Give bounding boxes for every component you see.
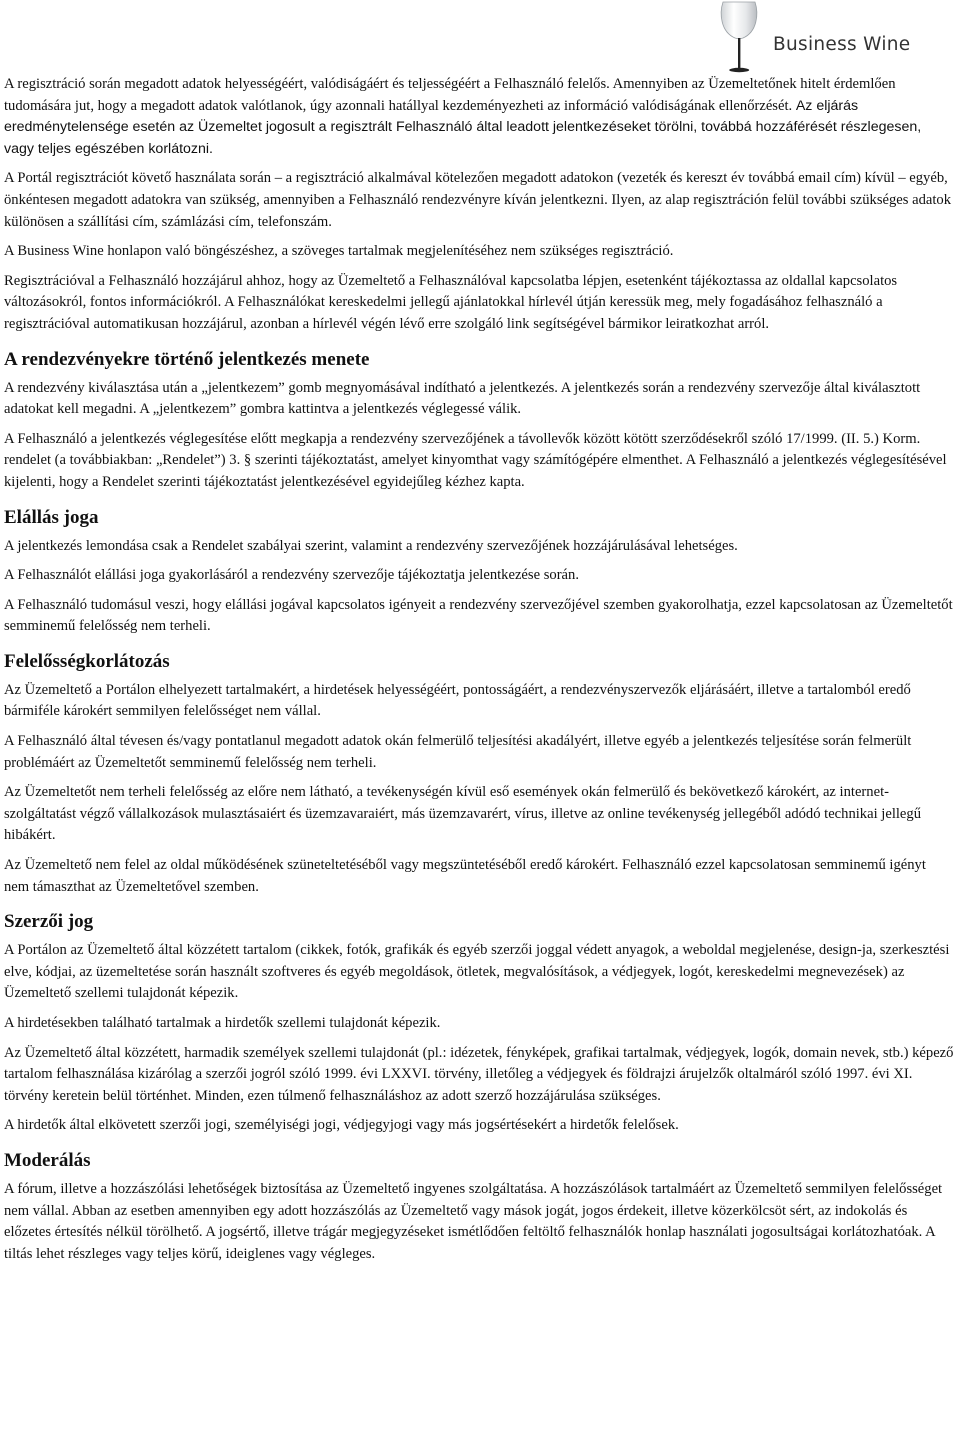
paragraph-liability-events: Az Üzemeltetőt nem terheli felelősség az előre nem látható, a tevékenységén kívül eső események okán felmerülő és bekövetkező károkért, az internet-szolgáltatást végző vállalkozások mulasztásaiért és üzemzavaraiért, más üzemzavarért, vírus, illetve az online tevékenység jellegéből adódó technikai jellegű hibákért. [4,784,921,844]
paragraph-liability-data: A Felhasználó által tévesen és/vagy pontatlanul megadott adatok okán felmerülő teljesítési akadályért, illetve egyéb a jelentkezés teljesítése során felmerült problémáért az Üzemeltetőt semminemű felelősség nem terheli. [4,733,912,771]
paragraph-liability-content: Az Üzemeltető a Portálon elhelyezett tartalmakért, a hirdetések helyességéért, pontosságáért, a rendezvényszervezők eljárásáért, illetve a tartalomból eredő bármiféle károkért semmilyen felelősséget nem vállal. [4,681,911,720]
paragraph-portal-usage: A Portál regisztrációt követő használata során – a regisztráció alkalmával kötelezően megadott adatokon (vezeték és kereszt év továbbá email cím) kívül – egyéb, önkéntesen megadott adatokra van szükség, amennyiben a Felhasználó rendezvényre kíván jelentkezni. Ilyen, az alap regisztráción felül további szükséges adatok különösen a szállítási cím, számlázási cím, telefonszám. [4,170,952,230]
paragraph-registration-consequence: Az eljárás eredménytelensége esetén az Üzemeltet jogosult a regisztrált Felhasználó által leadott jelentkezéseket törölni, továbbá hozzáférését részlegesen, vagy teljes egészében korlátozni. [4,97,922,157]
business-wine-logo[interactable] [713,0,948,76]
heading-moderation: Moderálás [4,1149,91,1171]
paragraph-withdrawal-rules: A jelentkezés lemondása csak a Rendelet szabályai szerint, valamint a rendezvény szervezőjének hozzájárulásával lehetséges. [4,537,738,554]
heading-copyright: Szerzői jog [4,911,94,933]
paragraph-browsing: A Business Wine honlapon való böngészéshez, a szöveges tartalmak megjelenítéséhez nem szükséges regisztráció. [4,243,674,260]
paragraph-event-information: A Felhasználó a jelentkezés véglegesítése előtt megkapja a rendezvény szervezőjének a távollevők között kötött szerződésekről szóló 17/1999. (II. 5.) Korm. rendelet (a továbbiakban: „Rendelet”) 3. § szerinti tájékoztatást, amelyet kinyomthat vagy számítógépére elmenthet. A Felhasználó a jelentkezés véglegesítésével kijelenti, hogy a Rendelet szerinti tájékoztatást jelentkezésével egyidejűleg kézhez kapta. [4,430,947,490]
heading-liability: Felelősségkorlátozás [4,650,170,672]
logo-text: Business Wine [773,34,911,55]
paragraph-copyright-advertisers: A hirdetők által elkövetett szerzői jogi, személyiségi jogi, védjegyjogi vagy más jogsértésekért a hirdetők felelősek. [4,1117,679,1134]
paragraph-copyright-ads: A hirdetésekben található tartalmak a hirdetők szellemi tulajdonát képezik. [4,1015,441,1031]
heading-withdrawal: Elállás joga [4,506,99,528]
paragraph-registration-data-text: A regisztráció során megadott adatok helyességéért, valódiságáért és teljességéért a Felhasználó felelős. Amennyiben az Üzemeltetőnek hitelt érdemlően tudomására jut, hogy a megadott adatok valótlanok, úgy azonnali hatállyal kezdeményezheti az információ valódiságának ellenőrzését. [4,76,896,114]
paragraph-registration-data [4,74,954,160]
wine-glass-icon [713,0,773,76]
paragraph-liability-operation: Az Üzemeltető nem felel az oldal működésének szüneteltetéséből vagy megszüntetéséből eredő károkért. Felhasználó ezzel kapcsolatosan semminemű igényt nem támaszthat az Üzemeltetővel szemben. [4,857,926,895]
paragraph-moderation: A fórum, illetve a hozzászólási lehetőségek biztosítása az Üzemeltető ingyenes szolgáltatása. A hozzászólások tartalmáért az Üzemeltető semmilyen felelősséget nem vállal. Abban az esetben amennyiben egy adott hozzászólás az Üzemeltető vagy mások jogát, jogos érdekeit, illetve közerkölcsöt sért, az indokolás és előzetes értesítés nélkül törölhető. A jogsértő, illetve trágár megjegyzéseket ismétlődően feltöltő felhasználók honlap használati jogosultságai korlátozhatóak. A tiltás lehet részleges vagy teljes körű, ideiglenes vagy végleges. [4,1180,943,1262]
paragraph-event-registration: A rendezvény kiválasztása után a „jelentkezem” gomb megnyomásával indítható a jelentkezés. A jelentkezés során a rendezvény szervezője által kiválasztott adatokat kell megadni. A „jelentkezem” gombra kattintva a jelentkezés véglegessé válik. [4,379,921,418]
paragraph-withdrawal-claims: A Felhasználó tudomásul veszi, hogy elállási jogával kapcsolatos igényeit a rendezvény szervezőjével szemben gyakorolhatja, ezzel kapcsolatosan az Üzemeltetőt semminemű felelősség nem terheli. [4,596,953,635]
paragraph-withdrawal-info: A Felhasználót elállási joga gyakorlásáról a rendezvény szervezője tájékoztatja jelentkezése során. [4,567,579,584]
paragraph-copyright-third-party: Az Üzemeltető által közzétett, harmadik személyek szellemi tulajdonát (pl.: idézetek, fényképek, grafikai tartalmak, védjegyek, logók, domain nevek, stb.) képező tartalom felhasználása kizárólag a szerzői jogról szóló 1999. évi LXXVI. törvény, illetőleg a védjegyek és földrajzi árujelzők oltalmáról szóló 1997. évi XI. törvény keretein belül történhet. Minden, ezen túlmenő felhasználáshoz az adott szerző hozzájárulása szükséges. [4,1044,954,1104]
paragraph-copyright-content: A Portálon az Üzemeltető által közzétett tartalom (cikkek, fotók, grafikák és egyéb szerzői joggal védett anyagok, a weboldal megjelenése, design-ja, szerkesztési elve, kódjai, az üzemeltetése során használt szoftveres és egyéb megoldások, ötletek, megvalósítások, a védjegyek, logót, kereskedelmi megnevezések) az Üzemeltető szellemi tulajdonát képezik. [4,942,950,1002]
terms-content [4,74,954,1273]
paragraph-newsletter: Regisztrációval a Felhasználó hozzájárul ahhoz, hogy az Üzemeltető a Felhasználóval kapcsolatba lépjen, esetenként tájékoztassa az oldallal kapcsolatos változásokról, fontos információkról. A Felhasználókat kereskedelmi jellegű ajánlatokkal hírlevél útján keressük meg, mely fogadásához felhasználó a regisztrációval automatikusan hozzájárul, azonban a hírlevél végén lévő erre szolgáló link segítségével bármikor leiratkozhat arról. [4,272,898,332]
heading-event-registration: A rendezvényekre történő jelentkezés menete [4,348,370,370]
